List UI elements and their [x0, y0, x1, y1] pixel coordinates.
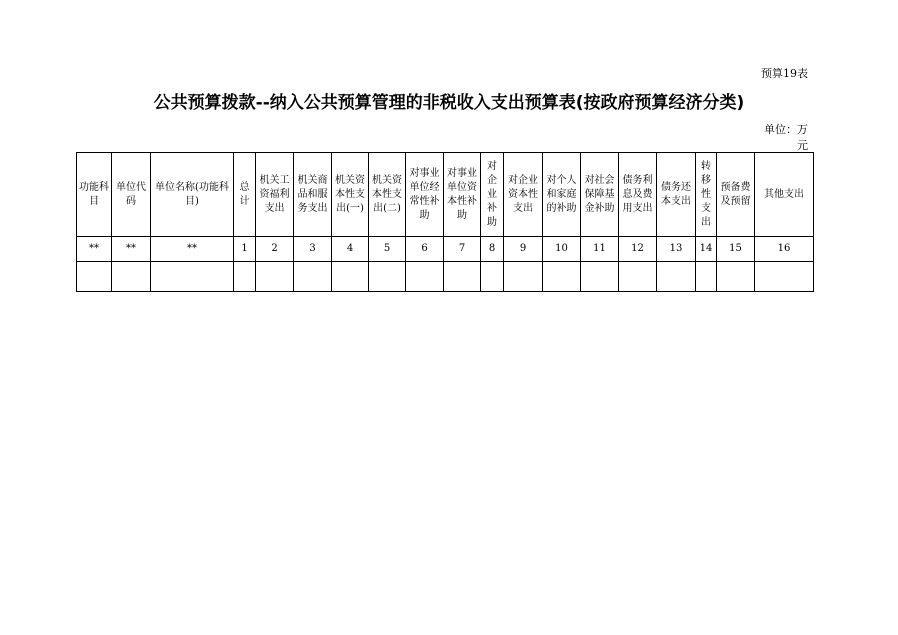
column-header: 单位名称(功能科目): [151, 153, 234, 237]
column-index: 10: [543, 237, 581, 262]
column-index: **: [112, 237, 151, 262]
column-index: 14: [696, 237, 717, 262]
column-index: **: [151, 237, 234, 262]
data-cell: [619, 262, 657, 292]
column-header: 预备费及预留: [717, 153, 755, 237]
data-cell: [406, 262, 444, 292]
data-cell: [581, 262, 619, 292]
column-index: 1: [234, 237, 256, 262]
column-header: 总计: [234, 153, 256, 237]
column-index: 4: [332, 237, 369, 262]
column-index: **: [77, 237, 112, 262]
page-title: 公共预算拨款--纳入公共预算管理的非税收入支出预算表(按政府预算经济分类): [153, 93, 745, 113]
column-header: 机关工资福利支出: [256, 153, 294, 237]
column-header: 转移性支出: [696, 153, 717, 237]
data-cell: [77, 262, 112, 292]
column-header: 对企业资本性支出: [504, 153, 543, 237]
data-cell: [543, 262, 581, 292]
column-header: 对个人和家庭的补助: [543, 153, 581, 237]
column-header: 其他支出: [755, 153, 814, 237]
column-index: 2: [256, 237, 294, 262]
column-header: 对企业补助: [481, 153, 504, 237]
form-id: 预算19表: [761, 67, 808, 80]
column-index: 3: [294, 237, 332, 262]
data-cell: [332, 262, 369, 292]
column-index: 12: [619, 237, 657, 262]
data-cell: [696, 262, 717, 292]
column-index: 9: [504, 237, 543, 262]
column-index: 5: [369, 237, 406, 262]
data-cell: [234, 262, 256, 292]
data-cell: [755, 262, 814, 292]
data-row: [77, 262, 814, 292]
column-header: 债务还本支出: [657, 153, 696, 237]
data-cell: [369, 262, 406, 292]
column-index: 8: [481, 237, 504, 262]
column-header: 机关资本性支出(一): [332, 153, 369, 237]
column-header: 对事业单位资本性补助: [444, 153, 481, 237]
data-cell: [481, 262, 504, 292]
data-cell: [294, 262, 332, 292]
column-header: 功能科目: [77, 153, 112, 237]
column-header: 对社会保障基金补助: [581, 153, 619, 237]
column-header: 单位代码: [112, 153, 151, 237]
data-cell: [504, 262, 543, 292]
column-index: 11: [581, 237, 619, 262]
column-index: 6: [406, 237, 444, 262]
data-cell: [657, 262, 696, 292]
column-header: 债务利息及费用支出: [619, 153, 657, 237]
column-index: 13: [657, 237, 696, 262]
data-cell: [717, 262, 755, 292]
budget-table: [76, 152, 814, 292]
data-cell: [444, 262, 481, 292]
column-index: 16: [755, 237, 814, 262]
column-header: 对事业单位经常性补助: [406, 153, 444, 237]
header-row: [77, 153, 814, 237]
index-row: [77, 237, 814, 262]
data-cell: [151, 262, 234, 292]
column-header: 机关商品和服务支出: [294, 153, 332, 237]
data-cell: [112, 262, 151, 292]
unit-label: 单位：万元: [764, 123, 808, 152]
column-index: 15: [717, 237, 755, 262]
column-index: 7: [444, 237, 481, 262]
data-cell: [256, 262, 294, 292]
column-header: 机关资本性支出(二): [369, 153, 406, 237]
